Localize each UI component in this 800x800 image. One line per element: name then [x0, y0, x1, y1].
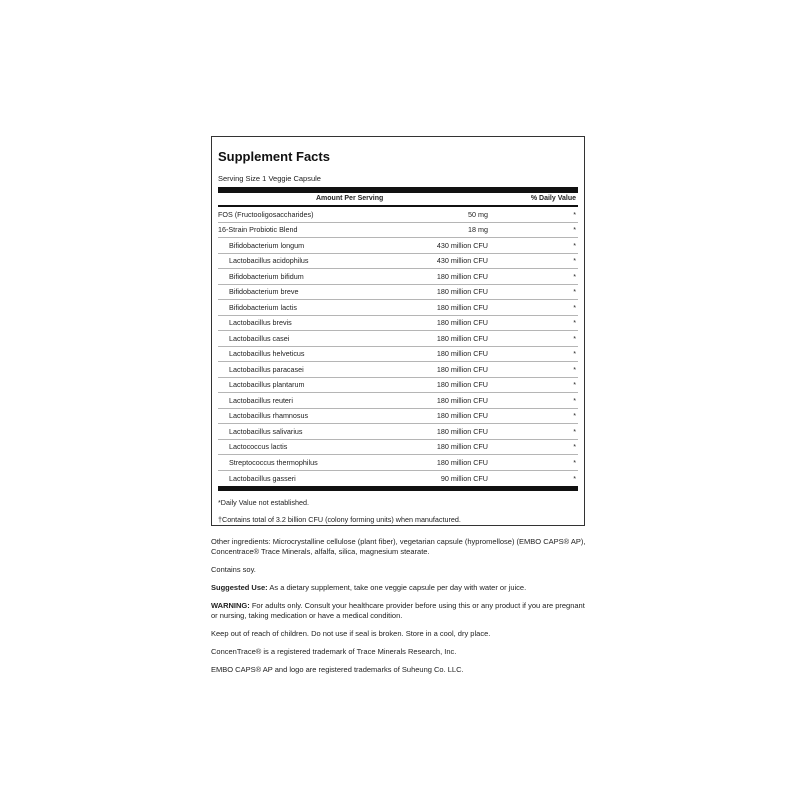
row-amount: 180 million CFU	[436, 318, 488, 328]
table-row	[218, 300, 578, 316]
row-dv: *	[573, 426, 576, 436]
row-amount: 180 million CFU	[436, 364, 488, 374]
row-dv: *	[573, 256, 576, 266]
row-name: Lactobacillus casei	[229, 333, 290, 343]
row-amount: 180 million CFU	[436, 349, 488, 359]
row-dv: *	[573, 457, 576, 467]
table-row	[218, 285, 578, 301]
table-row	[218, 440, 578, 456]
table-row	[218, 378, 578, 394]
row-amount: 180 million CFU	[436, 380, 488, 390]
row-name: Lactobacillus plantarum	[229, 380, 305, 390]
table-row	[218, 207, 578, 223]
row-dv: *	[573, 333, 576, 343]
row-name: Lactobacillus reuteri	[229, 395, 293, 405]
row-dv: *	[573, 302, 576, 312]
suggested-use-text: As a dietary supplement, take one veggie capsule per day with water or juice.	[269, 583, 527, 592]
row-name: Lactobacillus paracasei	[229, 364, 304, 374]
table-row	[218, 347, 578, 363]
row-name: 16-Strain Probiotic Blend	[218, 225, 298, 235]
row-name: Lactococcus lactis	[229, 442, 288, 452]
table-row	[218, 254, 578, 270]
bottom-divider	[218, 486, 578, 491]
row-amount: 180 million CFU	[436, 411, 488, 421]
row-name: FOS (Fructooligosaccharides)	[218, 209, 314, 219]
panel-title: Supplement Facts	[218, 149, 330, 164]
row-dv: *	[573, 271, 576, 281]
amount-header: Amount Per Serving	[316, 195, 384, 202]
table-row	[218, 393, 578, 409]
row-name: Lactobacillus gasseri	[229, 473, 296, 483]
row-amount: 430 million CFU	[436, 256, 488, 266]
row-dv: *	[573, 287, 576, 297]
table-row	[218, 362, 578, 378]
row-amount: 90 million CFU	[440, 473, 488, 483]
row-name: Bifidobacterium breve	[229, 287, 299, 297]
storage-note: Keep out of reach of children. Do not use if seal is broken. Store in a cool, dry place.	[211, 629, 491, 638]
row-amount: 180 million CFU	[436, 426, 488, 436]
trademark-concentrace: ConcenTrace® is a registered trademark of Trace Minerals Research, Inc.	[211, 647, 457, 656]
row-name: Lactobacillus helveticus	[229, 349, 305, 359]
dv-header: % Daily Value	[530, 195, 576, 202]
row-dv: *	[573, 240, 576, 250]
table-row	[218, 238, 578, 254]
row-dv: *	[573, 442, 576, 452]
label-text	[211, 537, 591, 683]
row-name: Lactobacillus rhamnosus	[229, 411, 309, 421]
footnote-dv: *Daily Value not established.	[218, 498, 309, 507]
warning-text: For adults only. Consult your healthcare provider before using this or any product if you are pregnant or nursing, taking medication or have a medical condition.	[211, 601, 585, 620]
serving-size: Serving Size 1 Veggie Capsule	[218, 174, 321, 183]
row-dv: *	[573, 225, 576, 235]
table-row	[218, 223, 578, 239]
row-dv: *	[573, 364, 576, 374]
other-ingredients: Other ingredients: Microcrystalline cellulose (plant fiber), vegetarian capsule (hypromellose) (EMBO CAPS® AP), Concentrace® Trace Minerals, alfalfa, silica, magnesium stearate.	[211, 537, 586, 556]
row-amount: 180 million CFU	[436, 287, 488, 297]
row-dv: *	[573, 318, 576, 328]
row-amount: 180 million CFU	[436, 302, 488, 312]
warning-label: WARNING:	[211, 601, 250, 610]
supplement-facts-panel	[211, 136, 585, 526]
row-name: Lactobacillus salivarius	[229, 426, 303, 436]
row-name: Lactobacillus brevis	[229, 318, 292, 328]
table-row	[218, 455, 578, 471]
row-dv: *	[573, 473, 576, 483]
row-dv: *	[573, 411, 576, 421]
table-row	[218, 269, 578, 285]
row-name: Bifidobacterium longum	[229, 240, 305, 250]
row-dv: *	[573, 349, 576, 359]
table-row	[218, 409, 578, 425]
row-amount: 180 million CFU	[436, 442, 488, 452]
table-row	[218, 316, 578, 332]
table-row	[218, 424, 578, 440]
contains-soy: Contains soy.	[211, 565, 256, 574]
row-dv: *	[573, 395, 576, 405]
row-amount: 18 mg	[468, 225, 488, 235]
row-name: Bifidobacterium lactis	[229, 302, 297, 312]
row-amount: 180 million CFU	[436, 271, 488, 281]
column-header	[218, 193, 578, 207]
row-amount: 430 million CFU	[436, 240, 488, 250]
suggested-use	[211, 583, 591, 593]
row-amount: 180 million CFU	[436, 395, 488, 405]
row-dv: *	[573, 209, 576, 219]
footnote-cfu: †Contains total of 3.2 billion CFU (colony forming units) when manufactured.	[218, 515, 461, 524]
row-name: Streptococcus thermophilus	[229, 457, 318, 467]
row-amount: 50 mg	[468, 209, 488, 219]
row-name: Lactobacillus acidophilus	[229, 256, 309, 266]
row-amount: 180 million CFU	[436, 333, 488, 343]
row-dv: *	[573, 380, 576, 390]
warning	[211, 601, 591, 621]
trademark-embo: EMBO CAPS® AP and logo are registered trademarks of Suheung Co. LLC.	[211, 665, 464, 674]
table-row	[218, 471, 578, 487]
row-amount: 180 million CFU	[436, 457, 488, 467]
nutrient-list	[218, 207, 578, 486]
row-name: Bifidobacterium bifidum	[229, 271, 304, 281]
suggested-use-label: Suggested Use:	[211, 583, 268, 592]
table-row	[218, 331, 578, 347]
